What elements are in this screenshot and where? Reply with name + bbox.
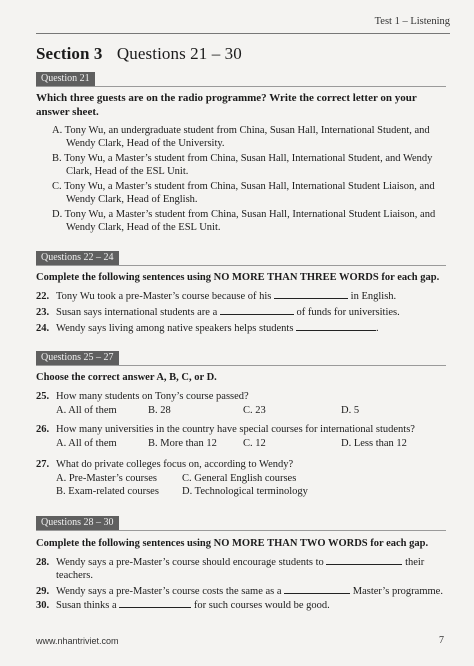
sentence-start: Susan says international students are a bbox=[56, 307, 218, 318]
sentence-start: Wendy says a pre-Master’s course costs the same as a bbox=[56, 586, 282, 597]
answer-blank[interactable] bbox=[284, 585, 350, 594]
q22-24-instruction: Complete the following sentences using NO MORE THAN THREE WORDS for each gap. bbox=[36, 272, 440, 283]
question-number: 28. bbox=[36, 557, 50, 568]
section-range: Questions 21 – 30 bbox=[116, 44, 242, 63]
q27-choice-c[interactable]: C. General English courses bbox=[182, 473, 297, 484]
q21-option-d: D. Tony Wu, a Master’s student from China, Susan Hall, International Student Liaison, and Wendy Clark, Head of the ESL Unit. bbox=[52, 209, 436, 233]
question-number: 30. bbox=[36, 600, 50, 611]
q27-choice-d[interactable]: D. Technological terminology bbox=[182, 486, 308, 497]
sentence-end: . bbox=[376, 323, 379, 334]
q26-choice-a[interactable]: A. All of them bbox=[56, 438, 117, 449]
q25-choice-d[interactable]: D. 5 bbox=[341, 405, 360, 416]
question-30 bbox=[36, 599, 446, 612]
header-rule bbox=[36, 33, 450, 34]
q21-option-c: C. Tony Wu, a Master’s student from China, Susan Hall, International Student Liaison, and Wendy Clark, Head of English. bbox=[52, 181, 435, 205]
q21-option-a: A. Tony Wu, an undergraduate student from China, Susan Hall, International Student, and Wendy Clark, Head of the University. bbox=[52, 125, 430, 149]
banner-rule bbox=[36, 365, 446, 366]
answer-blank[interactable] bbox=[296, 322, 376, 331]
questions-25-27-banner: Questions 25 – 27 bbox=[36, 351, 119, 365]
banner-rule bbox=[36, 265, 446, 266]
footer-url: www.nhantriviet.com bbox=[36, 636, 119, 646]
question-number: 23. bbox=[36, 307, 50, 318]
question-28-continued: teachers. bbox=[56, 570, 94, 581]
questions-22-24-banner: Questions 22 – 24 bbox=[36, 251, 119, 265]
answer-blank[interactable] bbox=[326, 556, 402, 565]
running-header: Test 1 – Listening bbox=[374, 16, 450, 27]
sentence-start: Wendy says living among native speakers helps students bbox=[56, 323, 294, 334]
q26-choice-d[interactable]: D. Less than 12 bbox=[341, 438, 407, 449]
answer-blank[interactable] bbox=[274, 290, 348, 299]
question-text: How many universities in the country have special courses for international students? bbox=[56, 424, 415, 435]
question-text: How many students on Tony’s course passed? bbox=[56, 391, 249, 402]
question-23 bbox=[36, 306, 446, 319]
q27-choice-b[interactable]: B. Exam-related courses bbox=[56, 486, 159, 497]
answer-blank[interactable] bbox=[119, 599, 191, 608]
q28-30-instruction: Complete the following sentences using NO MORE THAN TWO WORDS for each gap. bbox=[36, 538, 429, 549]
q25-choice-c[interactable]: C. 23 bbox=[243, 405, 266, 416]
question-21-banner: Question 21 bbox=[36, 72, 95, 86]
banner-rule bbox=[36, 86, 446, 87]
question-27 bbox=[36, 458, 446, 471]
q25-27-instruction: Choose the correct answer A, B, C, or D. bbox=[36, 372, 217, 383]
question-22 bbox=[36, 290, 446, 303]
sentence-end: Master’s programme. bbox=[352, 586, 443, 597]
question-text: What do private colleges focus on, according to Wendy? bbox=[56, 459, 294, 470]
banner-rule bbox=[36, 530, 446, 531]
sentence-start: Tony Wu took a pre-Master’s course because of his bbox=[56, 291, 272, 302]
section-label: Section 3 bbox=[36, 44, 103, 63]
q26-choice-c[interactable]: C. 12 bbox=[243, 438, 266, 449]
q21-instruction: Which three guests are on the radio programme? Write the correct letter on your answer sheet. bbox=[36, 92, 417, 118]
question-29 bbox=[36, 585, 446, 598]
sentence-end: for such courses would be good. bbox=[193, 600, 330, 611]
answer-blank[interactable] bbox=[220, 306, 294, 315]
question-28 bbox=[36, 556, 446, 569]
section-title bbox=[36, 44, 242, 64]
question-number: 29. bbox=[36, 586, 50, 597]
question-24 bbox=[36, 322, 446, 335]
question-26 bbox=[36, 423, 446, 436]
q26-choice-b[interactable]: B. More than 12 bbox=[148, 438, 217, 449]
q25-choice-a[interactable]: A. All of them bbox=[56, 405, 117, 416]
q25-choice-b[interactable]: B. 28 bbox=[148, 405, 171, 416]
page-number: 7 bbox=[439, 635, 444, 646]
question-25 bbox=[36, 390, 446, 403]
sentence-start: Wendy says a pre-Master’s course should encourage students to bbox=[56, 557, 324, 568]
question-number: 22. bbox=[36, 291, 50, 302]
question-number: 25. bbox=[36, 391, 50, 402]
sentence-start: Susan thinks a bbox=[56, 600, 117, 611]
q21-option-b: B. Tony Wu, a Master’s student from China, Susan Hall, International Student, and Wendy Clark, Head of the ESL Unit. bbox=[52, 153, 433, 177]
question-number: 24. bbox=[36, 323, 50, 334]
sentence-end: of funds for universities. bbox=[296, 307, 400, 318]
sentence-end: in English. bbox=[350, 291, 397, 302]
q27-choice-a[interactable]: A. Pre-Master’s courses bbox=[56, 473, 157, 484]
question-number: 26. bbox=[36, 424, 50, 435]
questions-28-30-banner: Questions 28 – 30 bbox=[36, 516, 119, 530]
question-number: 27. bbox=[36, 459, 50, 470]
sentence-end: their bbox=[405, 557, 425, 568]
